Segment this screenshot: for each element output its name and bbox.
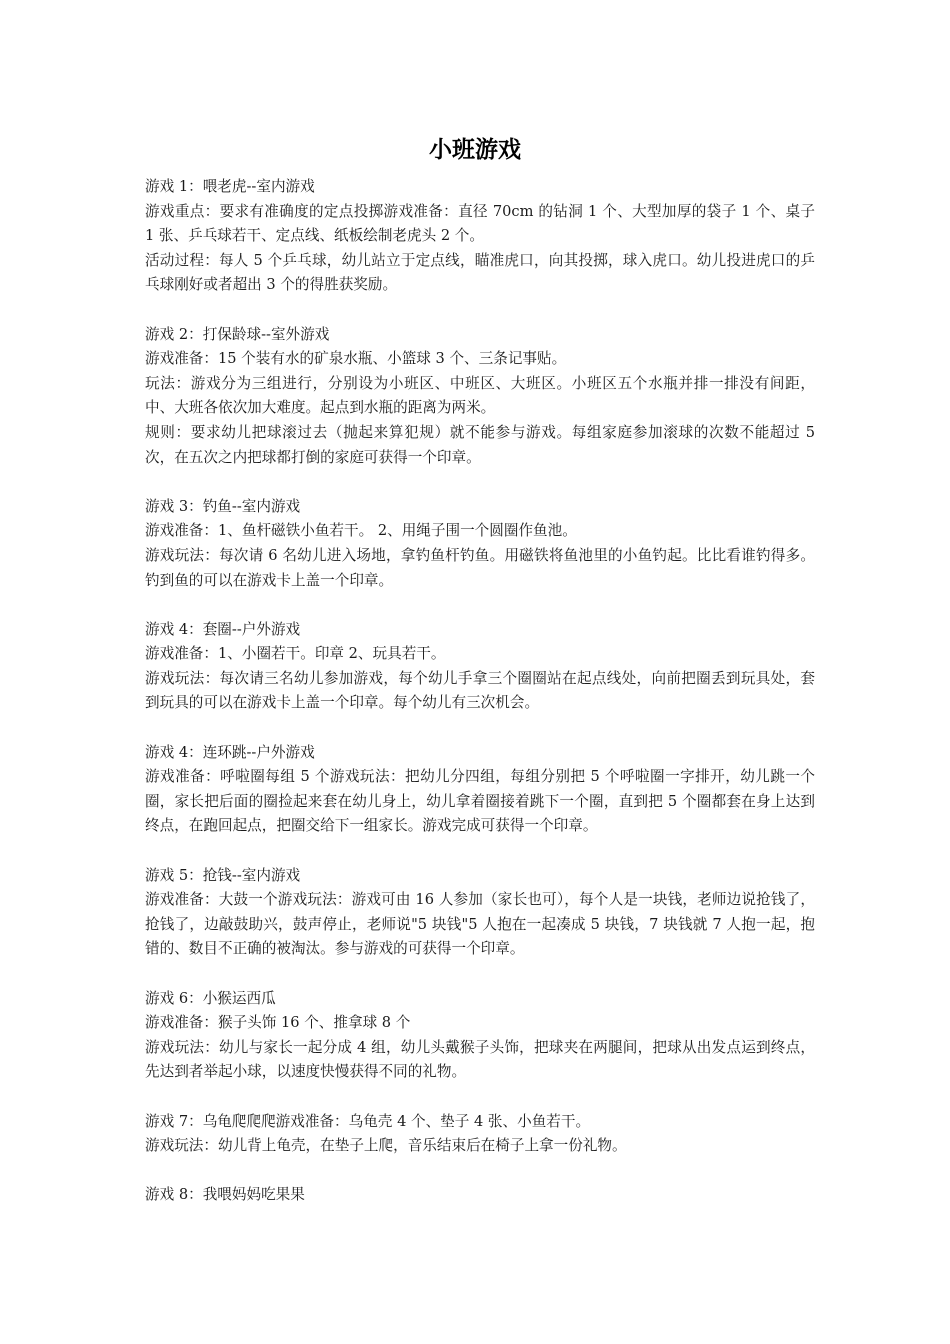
game-section bbox=[145, 618, 815, 716]
game-heading: 游戏 6：小猴运西瓜 bbox=[145, 989, 276, 1007]
game-section bbox=[145, 323, 815, 471]
game-paragraph: 游戏玩法：每次请 6 名幼儿进入场地，拿钓鱼杆钓鱼。用磁铁将鱼池里的小鱼钓起。比比看谁钓得多。钓到鱼的可以在游戏卡上盖一个印章。 bbox=[145, 546, 815, 589]
game-paragraph: 游戏准备：15 个装有水的矿泉水瓶、小篮球 3 个、三条记事贴。 bbox=[145, 350, 567, 368]
game-heading: 游戏 8：我喂妈妈吃果果 bbox=[145, 1186, 305, 1204]
game-heading: 游戏 1：喂老虎--室内游戏 bbox=[145, 178, 315, 195]
game-heading: 游戏 5：抢钱--室内游戏 bbox=[145, 866, 301, 884]
game-paragraph: 游戏准备：猴子头饰 16 个、推拿球 8 个 bbox=[145, 1014, 411, 1032]
document-body bbox=[145, 175, 815, 1233]
game-section bbox=[145, 175, 815, 298]
game-paragraph: 游戏准备：1、小圈若干。印章 2、玩具若干。 bbox=[145, 645, 446, 663]
game-paragraph: 游戏准备：1、鱼杆磁铁小鱼若干。 2、用绳子围一个圆圈作鱼池。 bbox=[145, 522, 577, 540]
game-paragraph: 游戏玩法：幼儿背上龟壳，在垫子上爬，音乐结束后在椅子上拿一份礼物。 bbox=[145, 1137, 627, 1155]
game-section bbox=[145, 495, 815, 593]
game-section bbox=[145, 741, 815, 839]
game-section bbox=[145, 1183, 815, 1208]
game-section bbox=[145, 987, 815, 1085]
game-heading: 游戏 3：钓鱼--室内游戏 bbox=[145, 497, 301, 515]
game-paragraph: 玩法：游戏分为三组进行，分别设为小班区、中班区、大班区。小班区五个水瓶并排一排没有间距，中、大班各依次加大难度。起点到水瓶的距离为两米。 bbox=[145, 374, 815, 417]
game-section bbox=[145, 864, 815, 962]
game-paragraph: 游戏玩法：幼儿与家长一起分成 4 组，幼儿头戴猴子头饰，把球夹在两腿间，把球从出发点运到终点，先达到者举起小球，以速度快慢获得不同的礼物。 bbox=[145, 1038, 815, 1081]
game-heading: 游戏 7：乌龟爬爬爬游戏准备：乌龟壳 4 个、垫子 4 张、小鱼若干。 bbox=[145, 1112, 591, 1130]
game-paragraph: 游戏准备：大鼓一个游戏玩法：游戏可由 16 人参加（家长也可），每个人是一块钱，老师边说抢钱了，抢钱了，边敲鼓助兴，鼓声停止，老师说"5 块钱"5 人抱在一起凑成 5 块钱，7 块钱就 7 人抱一起，抱错的、数目不正确的被淘汰。参与游戏的可获得一个印章。 bbox=[145, 891, 815, 958]
game-paragraph: 游戏重点：要求有准确度的定点投掷游戏准备：直径 70cm 的钻洞 1 个、大型加厚的袋子 1 个、桌子 1 张、乒乓球若干、定点线、纸板绘制老虎头 2 个。 bbox=[145, 202, 815, 245]
game-paragraph: 活动过程：每人 5 个乒乓球，幼儿站立于定点线，瞄准虎口，向其投掷，球入虎口。幼儿投进虎口的乒乓球刚好或者超出 3 个的得胜获奖励。 bbox=[145, 251, 815, 294]
game-section bbox=[145, 1110, 815, 1159]
game-paragraph: 游戏准备：呼啦圈每组 5 个游戏玩法：把幼儿分四组，每组分别把 5 个呼啦圈一字排开，幼儿跳一个圈，家长把后面的圈捡起来套在幼儿身上，幼儿拿着圈接着跳下一个圈，直到把 5 个圈都套在身上达到终点，在跑回起点，把圈交给下一组家长。游戏完成可获得一个印章。 bbox=[145, 768, 815, 835]
game-heading: 游戏 4：套圈--户外游戏 bbox=[145, 620, 301, 638]
game-heading: 游戏 2：打保龄球--室外游戏 bbox=[145, 325, 330, 343]
game-heading: 游戏 4：连环跳--户外游戏 bbox=[145, 743, 315, 761]
game-paragraph: 规则：要求幼儿把球滚过去（抛起来算犯规）就不能参与游戏。每组家庭参加滚球的次数不能超过 5 次，在五次之内把球都打倒的家庭可获得一个印章。 bbox=[145, 423, 815, 466]
page-title: 小班游戏 bbox=[429, 136, 521, 163]
game-paragraph: 游戏玩法：每次请三名幼儿参加游戏，每个幼儿手拿三个圈圈站在起点线处，向前把圈丢到玩具处，套到玩具的可以在游戏卡上盖一个印章。每个幼儿有三次机会。 bbox=[145, 669, 815, 712]
